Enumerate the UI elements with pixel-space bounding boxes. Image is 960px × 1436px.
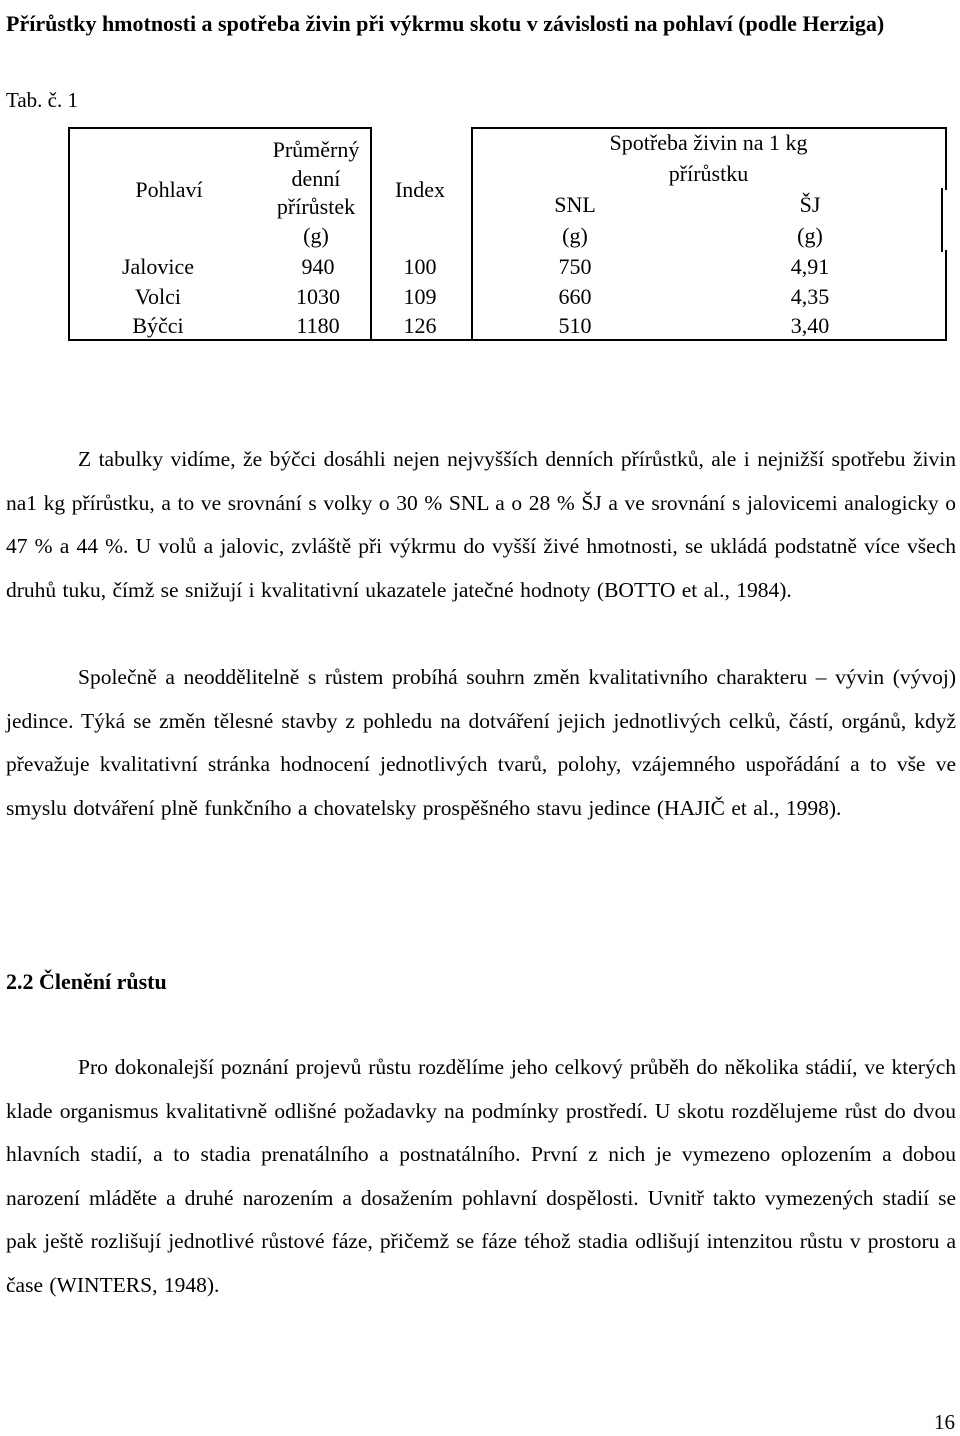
document-title: Přírůstky hmotnosti a spotřeba živin při výkrmu skotu v závislosti na pohlaví (podle Herziga) xyxy=(6,11,885,36)
row-jalovice-sj: 4,91 xyxy=(790,254,830,279)
page-number: 16 xyxy=(934,1410,955,1434)
row-volci-sj: 4,35 xyxy=(790,284,830,309)
row-jalovice-prirustek: 940 xyxy=(301,254,335,279)
row-volci-index: 109 xyxy=(403,284,437,309)
header-sj-unit: (g) xyxy=(797,223,823,248)
table-border-right-lower xyxy=(945,250,947,341)
header-prirustek-line-4: (g) xyxy=(303,223,329,248)
header-prirustek-line-1: Průměrný xyxy=(272,137,360,162)
paragraph-1: Z tabulky vidíme, že býčci dosáhli nejen nejvyšších denních přírůstků, ale i nejnižší spotřebu živin na1 kg přírůstku, a to ve srovnání s volky o 30 % SNL a o 28 % ŠJ a ve srovnání s jalovicemi analogicky o 47 % a 44 %. U volů a jalovic, zvláště při výkrmu do vyšší živé hmotnosti, se ukládá podstatně více všech druhů tuku, čímž se snižují i kvalitativní ukazatele jatečné hodnoty (BOTTO et al., 1984). xyxy=(6,447,956,602)
row-bycci-snl: 510 xyxy=(558,313,592,338)
header-sj: ŠJ xyxy=(799,192,821,217)
row-bycci-index: 126 xyxy=(403,313,437,338)
header-index: Index xyxy=(394,177,446,202)
header-pohlavi: Pohlaví xyxy=(135,177,203,202)
header-snl-unit: (g) xyxy=(562,223,588,248)
table-border-left xyxy=(68,127,70,341)
table-border-right-upper xyxy=(945,127,947,190)
paragraph-2: Společně a neoddělitelně s růstem probíhá souhrn změn kvalitativního charakteru – vývin (vývoj) jedince. Týká se změn tělesné stavby z pohledu na dotváření jejich jednotlivých celků, částí, orgánů, když převažuje kvalitativní stránka hodnocení jednotlivých tvarů, polohy, vzájemného uspořádání a to vše ve smyslu dotváření plně funkčního a chovatelsky prospěšného stavu jedince (HAJIČ et al., 1998). xyxy=(6,665,956,820)
row-jalovice-pohlavi: Jalovice xyxy=(121,254,195,279)
header-spotreba-line-1: Spotřeba živin na 1 kg xyxy=(609,130,808,155)
header-prirustek-line-3: přírůstek xyxy=(276,194,356,219)
table-border-top-left xyxy=(68,127,372,129)
section-heading: 2.2 Členění růstu xyxy=(6,969,167,994)
row-bycci-prirustek: 1180 xyxy=(296,313,340,338)
row-volci-prirustek: 1030 xyxy=(296,284,340,309)
header-spotreba-line-2: přírůstku xyxy=(668,161,749,186)
row-jalovice-snl: 750 xyxy=(558,254,592,279)
row-bycci-pohlavi: Býčci xyxy=(132,313,184,338)
row-volci-pohlavi: Volci xyxy=(134,284,182,309)
table-border-right-mid xyxy=(941,188,943,252)
header-snl: SNL xyxy=(554,192,596,217)
row-bycci-sj: 3,40 xyxy=(790,313,830,338)
table-label: Tab. č. 1 xyxy=(6,88,79,112)
header-prirustek-line-2: denní xyxy=(291,166,341,191)
section-paragraph: Pro dokonalejší poznání projevů růstu rozdělíme jeho celkový průběh do několika stádií, ve kterých klade organismus kvalitativně odlišné požadavky na podmínky prostředí. U skotu rozdělujeme růst do dvou hlavních stadií, a to stadia prenatálního a postnatálního. První z nich je vymezeno oplozením a dobou narození mláděte a druhé narozením a dosažením pohlavní dospělosti. Uvnitř takto vymezených stadií se pak ještě rozlišují jednotlivé růstové fáze, přičemž se fáze téhož stadia odlišují intenzitou růstu v prostoru a čase (WINTERS, 1948). xyxy=(6,1055,956,1297)
row-volci-snl: 660 xyxy=(558,284,592,309)
data-table xyxy=(0,0,960,360)
row-jalovice-index: 100 xyxy=(403,254,437,279)
